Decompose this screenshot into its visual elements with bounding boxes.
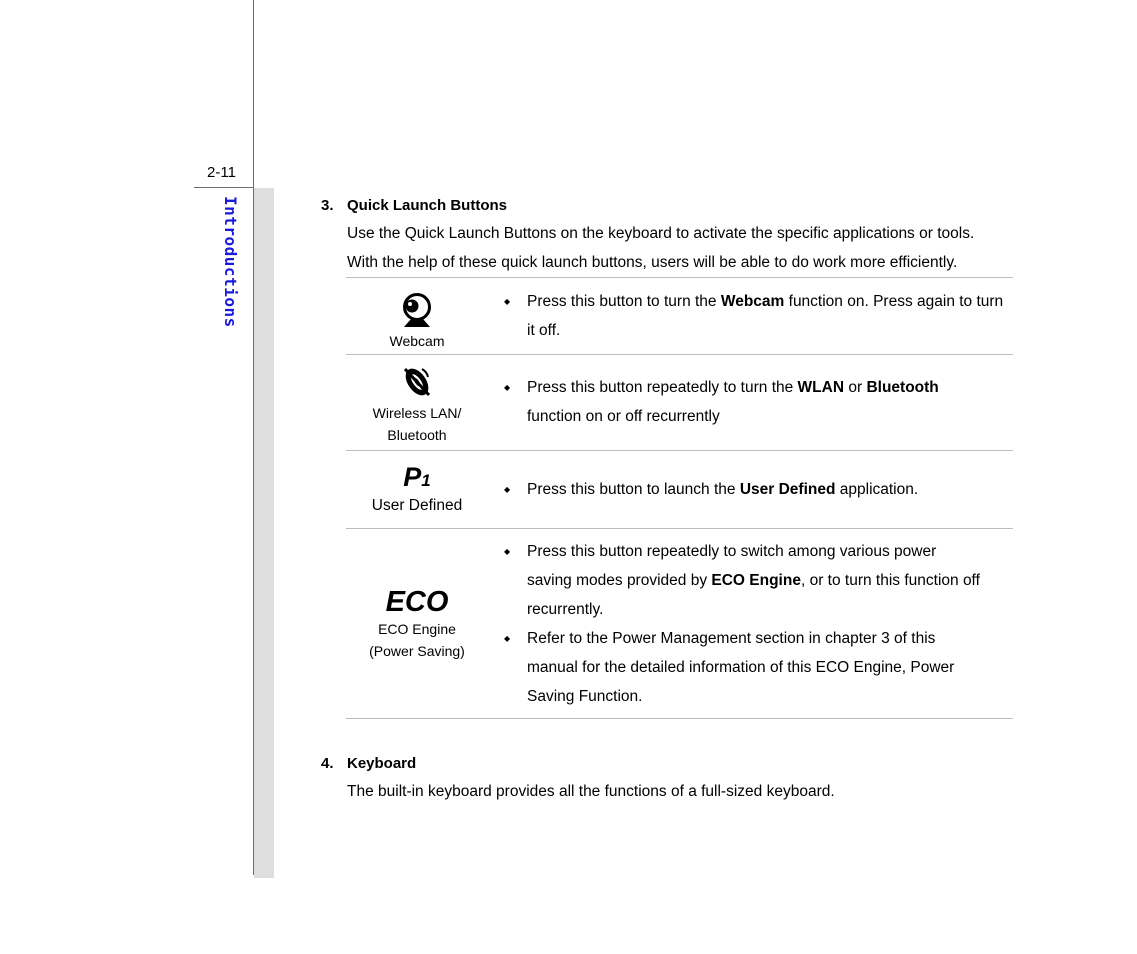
page-number-rule — [194, 187, 253, 188]
section3-title: Quick Launch Buttons — [347, 197, 508, 214]
webcam-description — [488, 278, 1013, 355]
eco-icon: ECO — [385, 585, 449, 618]
quick-launch-table — [346, 277, 1013, 719]
section4-number: 4. — [321, 755, 334, 772]
p1-cell — [346, 451, 488, 529]
wireless-icon — [400, 364, 434, 400]
eco-cell — [346, 529, 488, 719]
list-item: ◆ Press this button to launch the User Defined application. — [504, 475, 1013, 504]
webcam-label: Webcam — [389, 333, 445, 349]
section4-title: Keyboard — [347, 755, 417, 772]
page-number: 2-11 — [207, 164, 236, 181]
table-row — [346, 451, 1013, 529]
margin-bar — [254, 188, 274, 878]
wireless-cell — [346, 355, 488, 451]
section3-intro-line2: With the help of these quick launch buttons, users will be able to do work more efficiently. — [347, 254, 958, 271]
section-tab: Introductions — [221, 196, 240, 328]
p1-description — [488, 451, 1013, 529]
p1-icon: P1 — [403, 461, 431, 492]
eco-label-line2: (Power Saving) — [369, 642, 465, 659]
webcam-icon — [399, 292, 435, 330]
list-item: ◆ Press this button to turn the Webcam function on. Press again to turn it off. — [504, 287, 1013, 345]
p1-label: User Defined — [371, 496, 463, 514]
list-item: ◆ Refer to the Power Management section in chapter 3 of this manual for the detailed information of this ECO Engine, Power Saving Function. — [504, 624, 984, 711]
section3-intro — [347, 219, 1027, 277]
section3-intro-line1: Use the Quick Launch Buttons on the keyboard to activate the specific applications or tools. — [347, 225, 975, 242]
webcam-cell — [346, 278, 488, 355]
eco-label-line1: ECO Engine — [378, 620, 456, 637]
list-item: ◆ Press this button repeatedly to turn the WLAN or Bluetooth function on or off recurrently — [504, 373, 964, 431]
table-row — [346, 355, 1013, 451]
wireless-label-line1: Wireless LAN/ — [372, 404, 462, 421]
section4-text: The built-in keyboard provides all the functions of a full-sized keyboard. — [347, 783, 835, 800]
wireless-label-line2: Bluetooth — [387, 426, 447, 443]
section3-number: 3. — [321, 197, 334, 214]
wireless-description — [488, 355, 1013, 451]
eco-description — [488, 529, 1013, 719]
table-row — [346, 278, 1013, 355]
table-row — [346, 529, 1013, 719]
list-item: ◆ Press this button repeatedly to switch among various power saving modes provided by ECO Engine, or to turn this function off recurrently. — [504, 537, 984, 624]
